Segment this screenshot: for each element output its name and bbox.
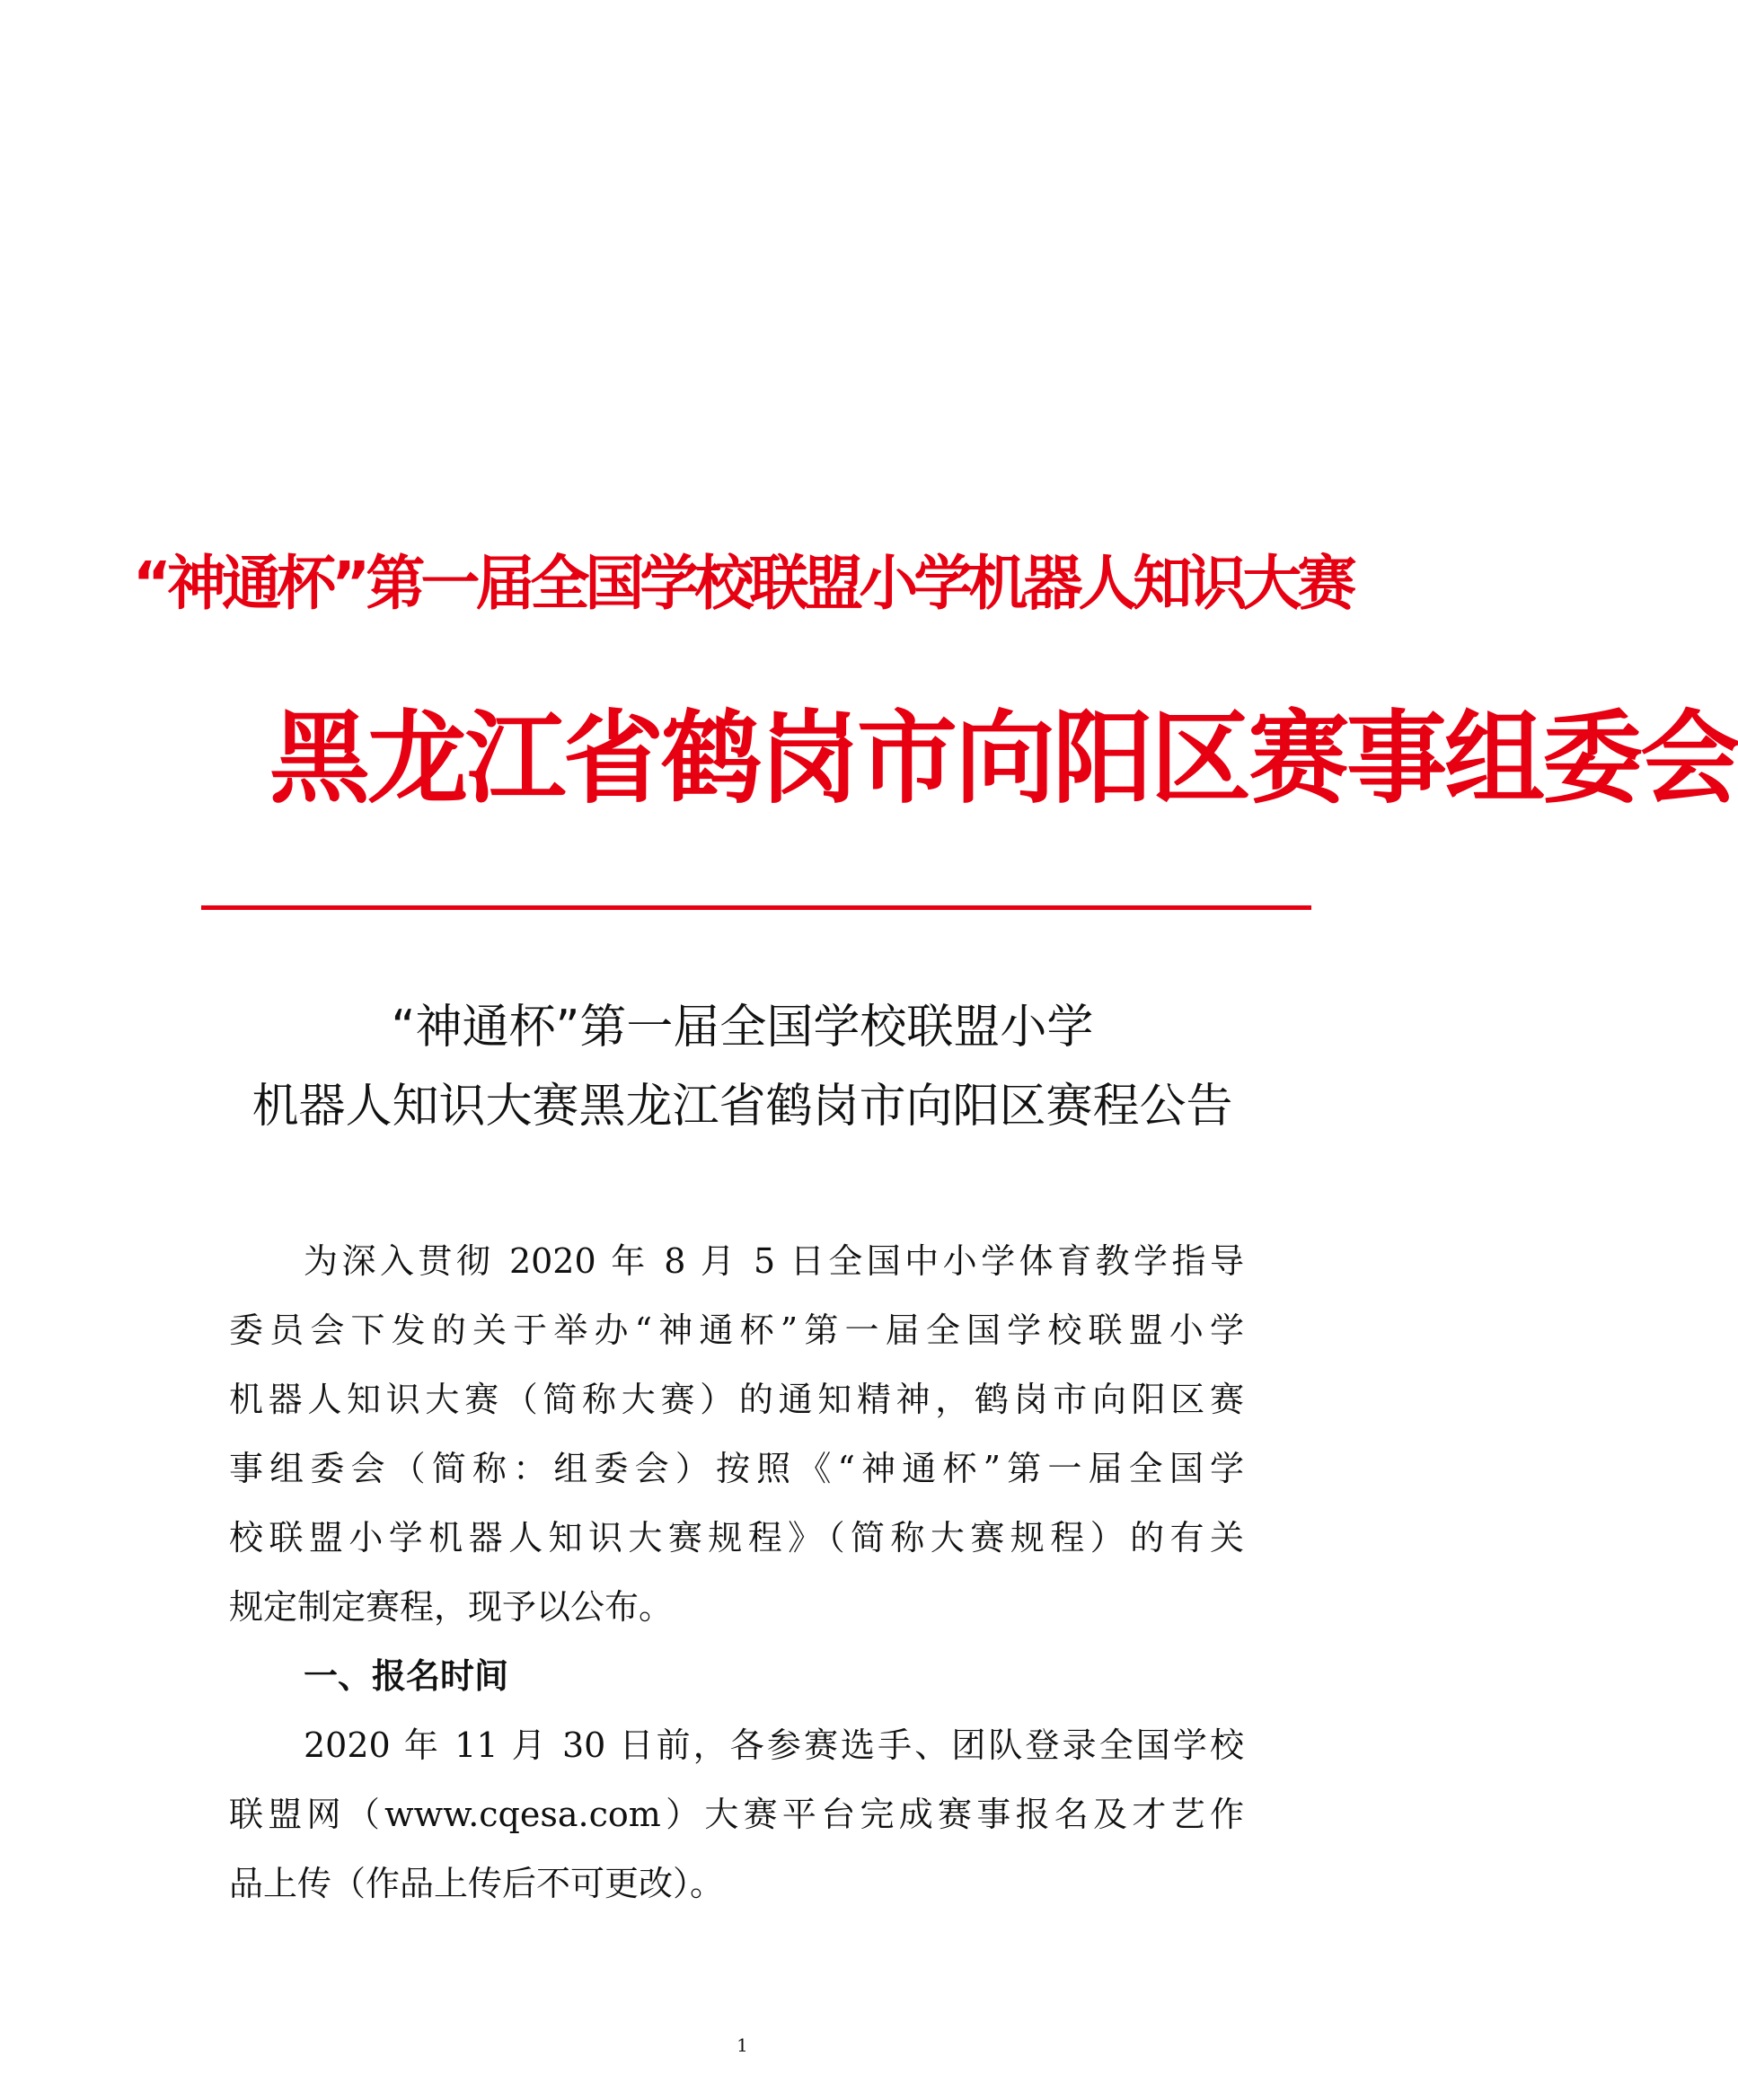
header-competition-name: “神通杯”第一届全国学校联盟小学机器人知识大赛 <box>132 549 1353 618</box>
header-divider <box>201 905 1311 910</box>
intro-line-2: 委员会下发的关于举办“神通杯”第一届全国学校联盟小学 <box>229 1310 1244 1350</box>
section-heading-registration: 一、报名时间 <box>304 1656 509 1696</box>
registration-line-1: 2020 年 11 月 30 日前，各参赛选手、团队登录全国学校 <box>304 1725 1244 1765</box>
intro-line-4: 事组委会（简称：组委会）按照《“神通杯”第一届全国学 <box>229 1449 1244 1488</box>
intro-line-5: 校联盟小学机器人知识大赛规程》（简称大赛规程）的有关 <box>229 1518 1244 1557</box>
registration-line-2: 联盟网（www.cqesa.com）大赛平台完成赛事报名及才艺作 <box>229 1795 1244 1834</box>
intro-line-6: 规定制定赛程，现予以公布。 <box>229 1587 674 1627</box>
registration-line-3: 品上传（作品上传后不可更改）。 <box>229 1864 725 1903</box>
page-number: 1 <box>737 2034 748 2056</box>
intro-line-3: 机器人知识大赛（简称大赛）的通知精神，鹤岗市向阳区赛 <box>229 1380 1244 1419</box>
header-organizer: 黑龙江省鹤岗市向阳区赛事组委会 <box>269 701 1738 817</box>
document-title-line-2: 机器人知识大赛黑龙江省鹤岗市向阳区赛程公告 <box>251 1080 1233 1134</box>
document-title-line-1: “神通杯”第一届全国学校联盟小学 <box>391 1001 1094 1054</box>
intro-line-1: 为深入贯彻 2020 年 8 月 5 日全国中小学体育教学指导 <box>304 1241 1244 1281</box>
